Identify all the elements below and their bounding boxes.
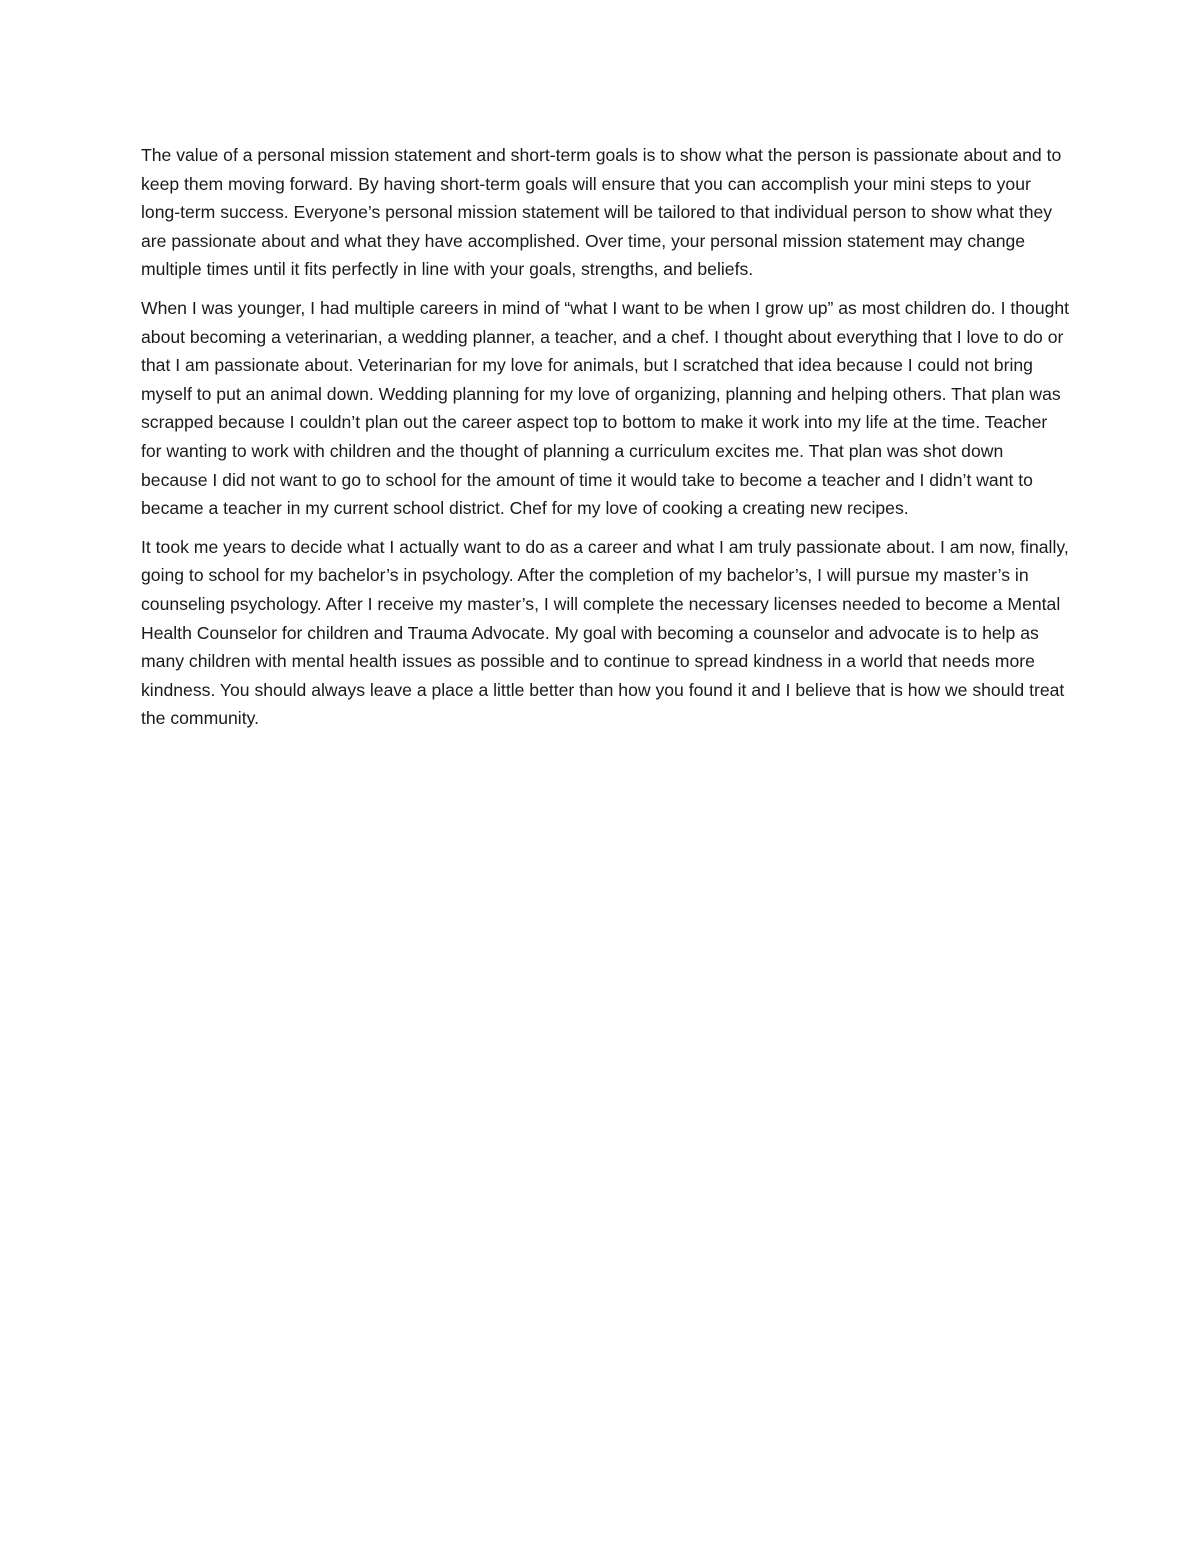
paragraph-childhood-careers: When I was younger, I had multiple careers in mind of “what I want to be when I grow up” as most children do. I thought about becoming a veterinarian, a wedding planner, a teacher, and a chef. I thought about everything that I love to do or that I am passionate about. Veterinarian for my love for animals, but I scratched that idea because I could not bring myself to put an animal down. Wedding planning for my love of organizing, planning and helping others. That plan was scrapped because I couldn’t plan out the career aspect top to bottom to make it work into my life at the time. Teacher for wanting to work with children and the thought of planning a curriculum excites me. That plan was shot down because I did not want to go to school for the amount of time it would take to become a teacher and I didn’t want to became a teacher in my current school district. Chef for my love of cooking a creating new recipes. [141, 297, 1070, 519]
document-body [141, 141, 1071, 743]
paragraph-current-career-goal: It took me years to decide what I actually want to do as a career and what I am truly passionate about. I am now, finally, going to school for my bachelor’s in psychology. After the completion of my bachelor’s, I will pursue my master’s in counseling psychology. After I receive my master’s, I will complete the necessary licenses needed to become a Mental Health Counselor for children and Trauma Advocate. My goal with becoming a counselor and advocate is to help as many children with mental health issues as possible and to continue to spread kindness in a world that needs more kindness. You should always leave a place a little better than how you found it and I believe that is how we should treat the community. [141, 536, 1069, 729]
paragraph-mission-statement-value: The value of a personal mission statement and short-term goals is to show what the person is passionate about and to keep them moving forward. By having short-term goals will ensure that you can accomplish your mini steps to your long-term success. Everyone’s personal mission statement will be tailored to that individual person to show what they are passionate about and what they have accomplished. Over time, your personal mission statement may change multiple times until it fits perfectly in line with your goals, strengths, and beliefs. [141, 145, 1062, 280]
